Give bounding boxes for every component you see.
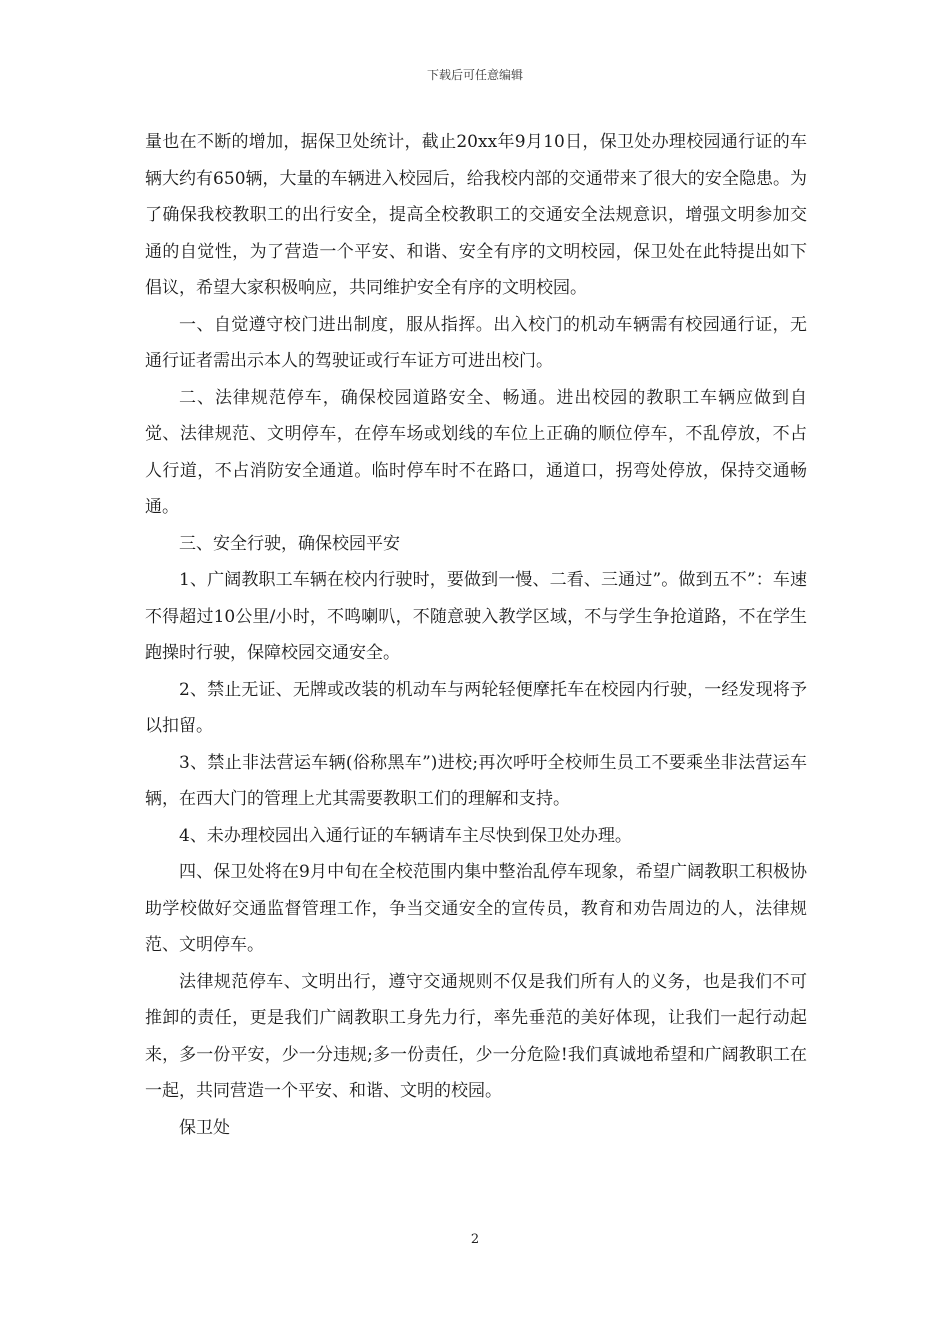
- document-body: [145, 124, 807, 1146]
- page-number: 2: [470, 1232, 480, 1247]
- paragraph-subitem-4-pass: 4、未办理校园出入通行证的车辆请车主尽快到保卫处办理。: [179, 825, 632, 846]
- paragraph-item-3-heading: 三、安全行驶，确保校园平安: [179, 533, 400, 554]
- paragraph-item-1-gate-rules: 一、自觉遵守校门进出制度，服从指挥。出入校门的机动车辆需有校园通行证，无通行证者需出示本人的驾驶证或行车证方可进出校门。: [145, 314, 807, 371]
- signature: 保卫处: [179, 1117, 230, 1138]
- page-header: 下载后可任意编辑: [426, 68, 523, 82]
- paragraph-subitem-3-illegal-taxi: 3、禁止非法营运车辆(俗称黑车”)进校;再次呼吁全校师生员工不要乘坐非法营运车辆，在西大门的管理上尤其需要教职工们的理解和支持。: [145, 752, 807, 809]
- paragraph-intro-continuation: 量也在不断的增加，据保卫处统计，截止20xx年9月10日，保卫处办理校园通行证的车辆大约有650辆，大量的车辆进入校园后，给我校内部的交通带来了很大的安全隐患。为了确保我校教职工的出行安全，提高全校教职工的交通安全法规意识，增强文明参加交通的自觉性，为了营造一个平安、和谐、安全有序的文明校园，保卫处在此特提出如下倡议，希望大家积极响应，共同维护安全有序的文明校园。: [145, 132, 807, 298]
- paragraph-item-2-parking: 二、法律规范停车，确保校园道路安全、畅通。进出校园的教职工车辆应做到自觉、法律规范、文明停车，在停车场或划线的车位上正确的顺位停车，不乱停放，不占人行道，不占消防安全通道。临时停车时不在路口，通道口，拐弯处停放，保持交通畅通。: [145, 387, 807, 517]
- paragraph-item-4-rectification: 四、保卫处将在9月中旬在全校范围内集中整治乱停车现象，希望广阔教职工积极协助学校做好交通监督管理工作，争当交通安全的宣传员，教育和劝告周边的人，法律规范、文明停车。: [145, 862, 807, 955]
- paragraph-closing: 法律规范停车、文明出行，遵守交通规则不仅是我们所有人的义务，也是我们不可推卸的责任，更是我们广阔教职工身先力行，率先垂范的美好体现，让我们一起行动起来，多一份平安，少一分违规;多一份责任，少一分危险!我们真诚地希望和广阔教职工在一起，共同营造一个平安、和谐、文明的校园。: [145, 971, 807, 1101]
- paragraph-subitem-2-unlicensed: 2、禁止无证、无牌或改装的机动车与两轮轻便摩托车在校园内行驶，一经发现将予以扣留。: [145, 679, 807, 736]
- paragraph-subitem-1-driving: 1、广阔教职工车辆在校内行驶时，要做到一慢、二看、三通过”。做到五不”：车速不得超过10公里/小时，不鸣喇叭，不随意驶入教学区域，不与学生争抢道路，不在学生跑操时行驶，保障校园交通安全。: [145, 570, 807, 663]
